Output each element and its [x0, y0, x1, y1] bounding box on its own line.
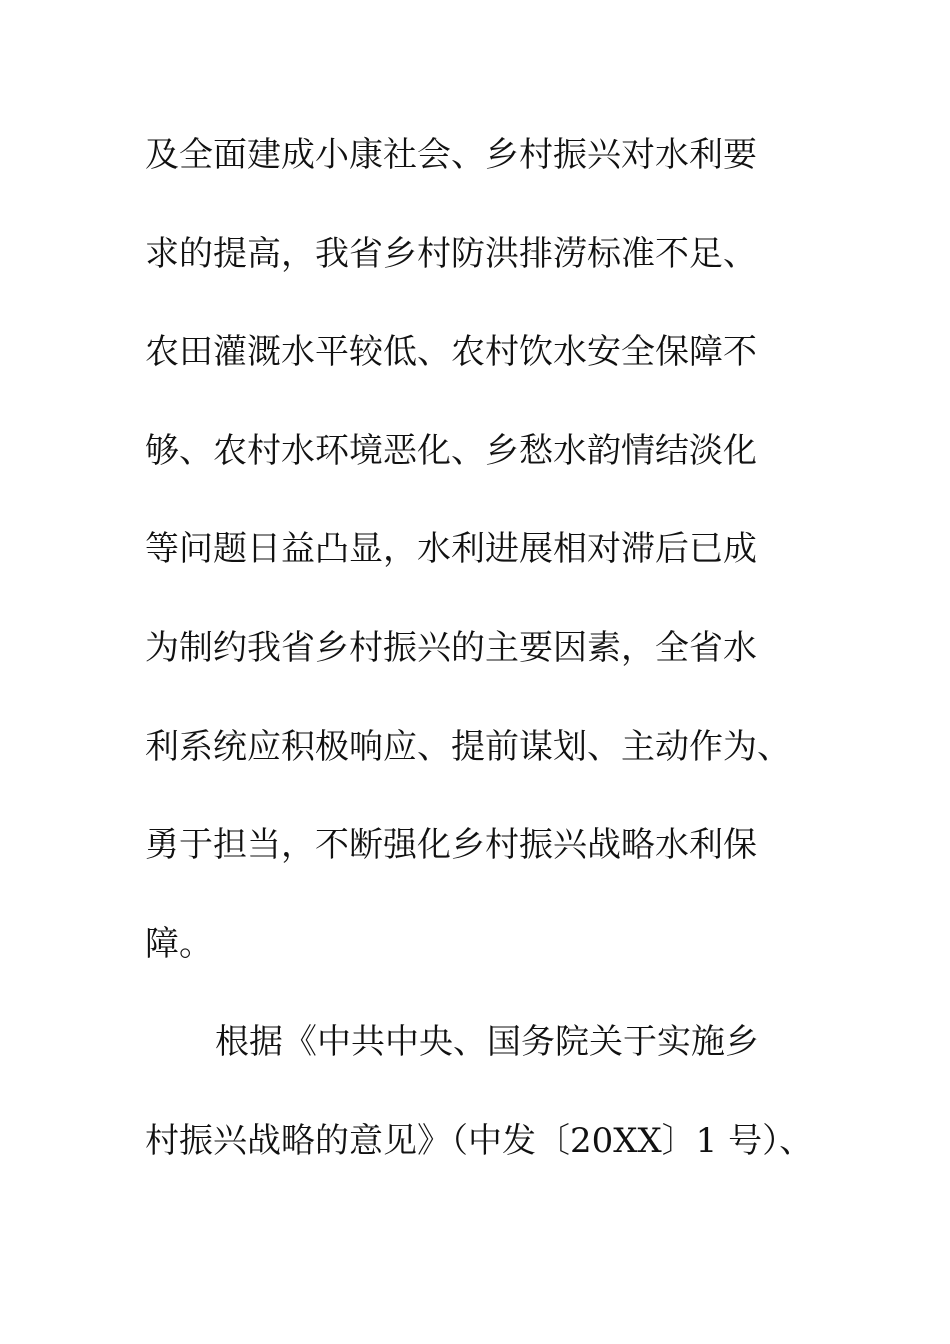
- body-text: [145, 127, 845, 1212]
- text-line: 农田灌溉水平较低、农村饮水安全保障不: [145, 332, 757, 373]
- text-line: 求的提高，我省乡村防洪排涝标准不足、: [145, 233, 757, 274]
- text-line: 村振兴战略的意见》（中发〔20XX〕1 号）、: [145, 1120, 814, 1161]
- text-line: 够、农村水环境恶化、乡愁水韵情结淡化: [145, 430, 757, 471]
- text-line: 勇于担当，不断强化乡村振兴战略水利保: [145, 825, 757, 866]
- text-line: 等问题日益凸显，水利进展相对滞后已成: [145, 529, 757, 570]
- text-line: 利系统应积极响应、提前谋划、主动作为、: [145, 726, 791, 767]
- text-line: 为制约我省乡村振兴的主要因素，全省水: [145, 627, 757, 668]
- text-line: 及全面建成小康社会、乡村振兴对水利要: [145, 135, 757, 175]
- text-line: 障。: [145, 923, 213, 964]
- paragraph-start-line: 根据《中共中央、国务院关于实施乡: [215, 1022, 759, 1063]
